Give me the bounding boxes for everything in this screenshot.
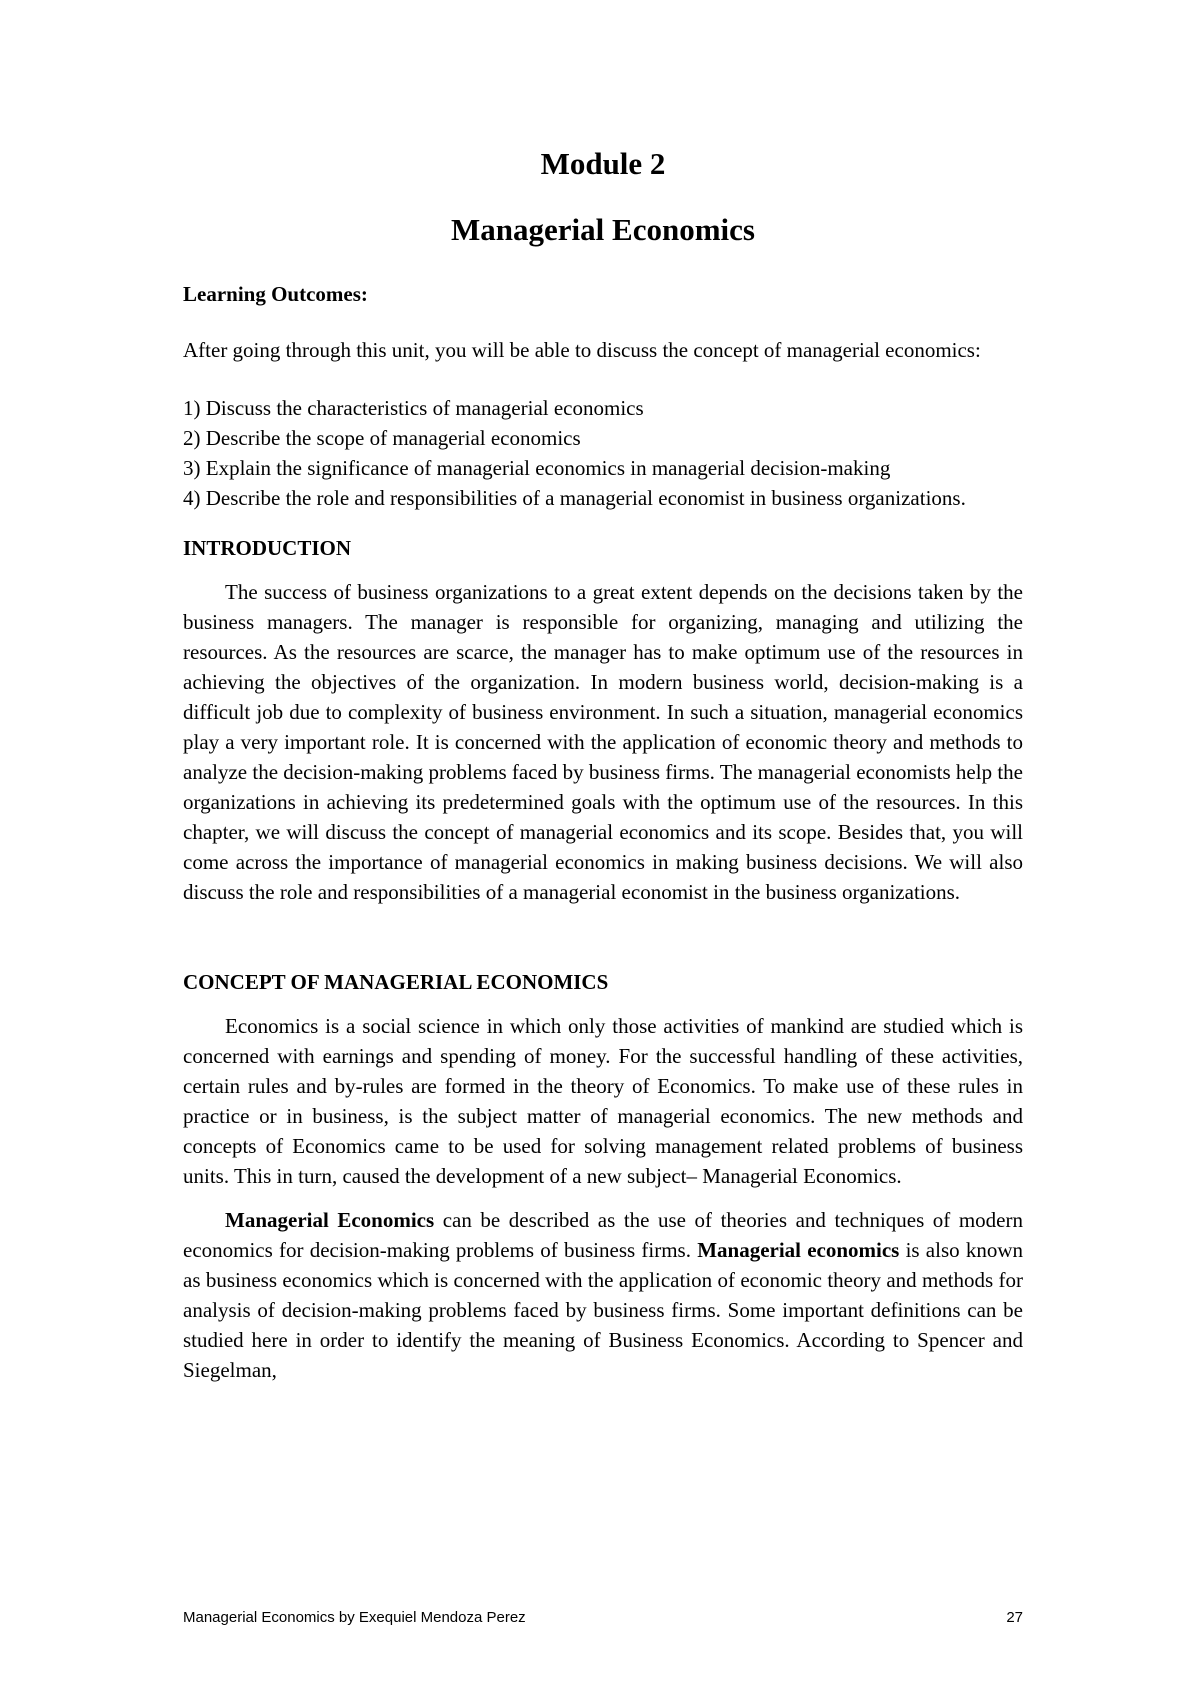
chapter-title: Managerial Economics bbox=[451, 212, 755, 247]
list-item: 1) Discuss the characteristics of managerial economics bbox=[183, 396, 644, 420]
paragraph-text: can be described as the use of theories and techniques of modern economics for decision-making problems of business firms. bbox=[183, 1208, 1023, 1262]
term-managerial-economics: Managerial Economics bbox=[225, 1208, 435, 1232]
concept-paragraph-1: Economics is a social science in which only those activities of mankind are studied which is concerned with earnings and spending of money. For the successful handling of these activities, certain rules and by-rules are formed in the theory of Economics. To make use of these rules in practice or in business, is the subject matter of managerial economics. The new methods and concepts of Economics came to be used for solving management related problems of business units. This in turn, caused the development of a new subject– Managerial Economics. bbox=[183, 1014, 1023, 1188]
list-item: 3) Explain the significance of managerial economics in managerial decision-making bbox=[183, 456, 891, 480]
learning-outcomes-heading: Learning Outcomes: bbox=[183, 282, 368, 306]
learning-outcomes-intro: After going through this unit, you will be able to discuss the concept of managerial economics: bbox=[183, 338, 981, 362]
introduction-paragraph: The success of business organizations to a great extent depends on the decisions taken by the business managers. The manager is responsible for organizing, managing and utilizing the resources. As the resources are scarce, the manager has to make optimum use of the resources in achieving the objectives of the organization. In modern business world, decision-making is a difficult job due to complexity of business environment. In such a situation, managerial economics play a very important role. It is concerned with the application of economic theory and methods to analyze the decision-making problems faced by business firms. The managerial economists help the organizations in achieving its predetermined goals with the optimum use of the resources. In this chapter, we will discuss the concept of managerial economics and its scope. Besides that, you will come across the importance of managerial economics in making business decisions. We will also discuss the role and responsibilities of a managerial economist in the business organizations. bbox=[183, 580, 1023, 904]
introduction-heading: INTRODUCTION bbox=[183, 536, 352, 560]
concept-heading: CONCEPT OF MANAGERIAL ECONOMICS bbox=[183, 970, 609, 994]
page-content bbox=[183, 145, 1023, 1385]
page-number: 27 bbox=[1006, 1609, 1023, 1626]
list-item: 2) Describe the scope of managerial economics bbox=[183, 426, 581, 450]
footer-book-title: Managerial Economics by Exequiel Mendoza Perez bbox=[183, 1609, 526, 1626]
paragraph-text: is also known as business economics which is concerned with the application of economic theory and methods for analysis of decision-making problems faced by business firms. Some important definitions can be studied here in order to identify the meaning of Business Economics. According to Spencer and Siegelman, bbox=[183, 1238, 1024, 1382]
list-item: 4) Describe the role and responsibilities of a managerial economist in business organizations. bbox=[183, 486, 966, 510]
term-managerial-economics-2: Managerial economics bbox=[697, 1238, 900, 1262]
module-label: Module 2 bbox=[540, 146, 666, 181]
learning-outcomes-list bbox=[183, 393, 1023, 513]
concept-paragraph-2 bbox=[183, 1205, 1023, 1385]
